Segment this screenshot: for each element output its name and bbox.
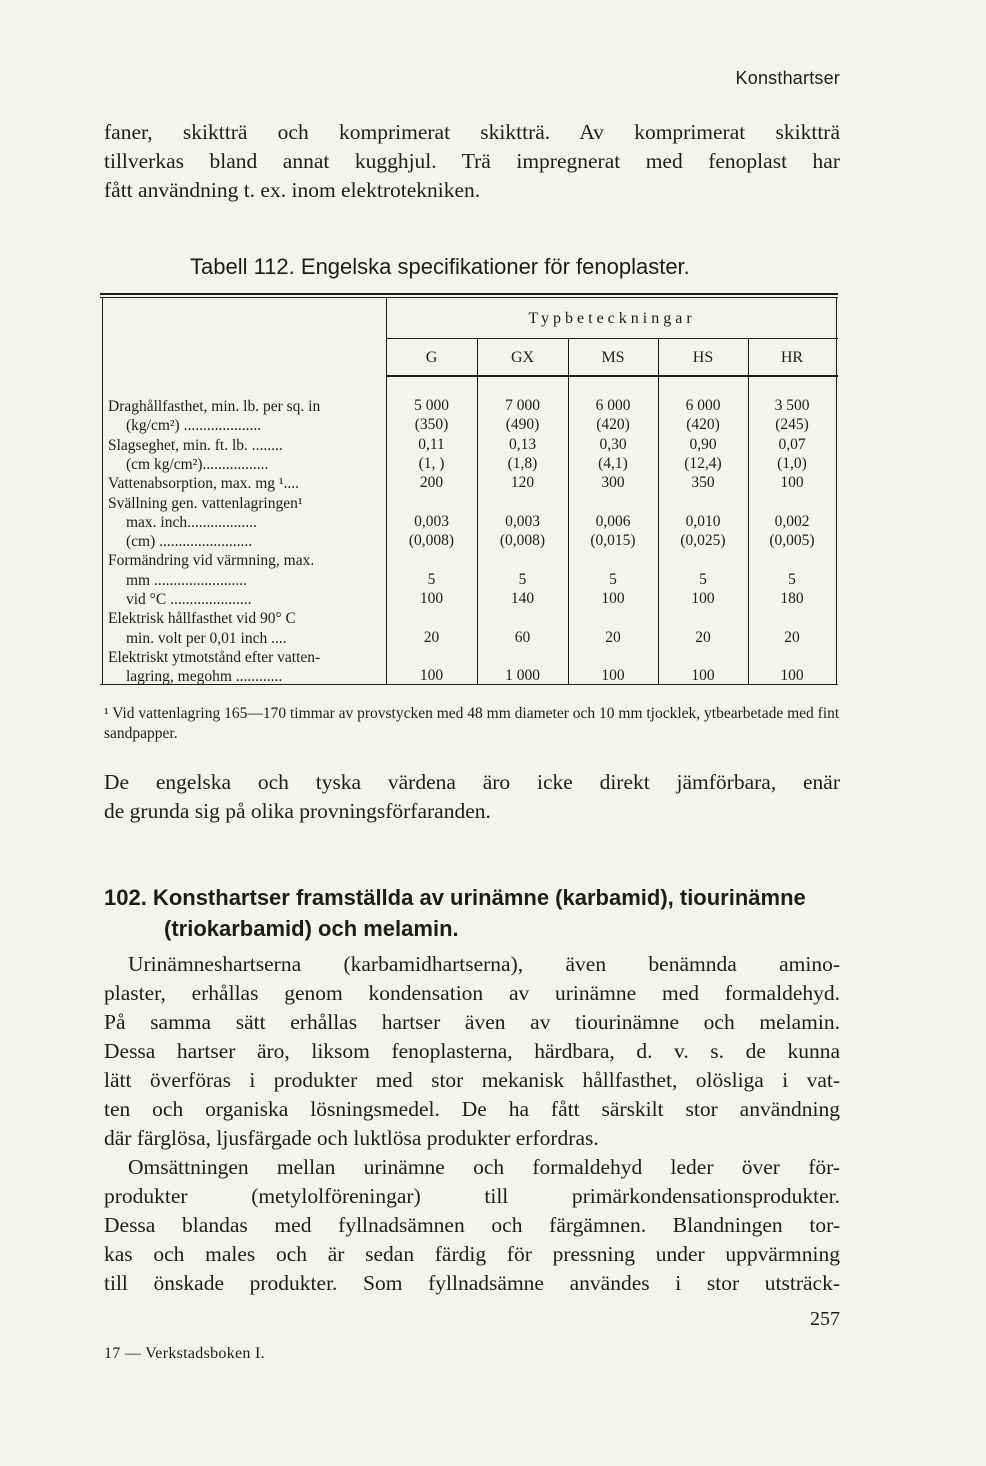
- table-cell: 0,90: [689, 435, 717, 453]
- table-cell: 0,006: [595, 512, 631, 530]
- row-label: Formändring vid värmning, max.: [108, 552, 315, 570]
- table-cell: 0,13: [508, 435, 537, 453]
- table-cell: (245): [775, 416, 809, 434]
- table-cell: 1 000: [505, 667, 540, 685]
- comparison-paragraph: [104, 768, 840, 826]
- column-header: HS: [692, 349, 714, 366]
- table-cell: 200: [419, 474, 444, 492]
- table-cell: (420): [596, 416, 630, 434]
- table-cell: (0,005): [769, 532, 815, 550]
- text-line: de grunda sig på olika provningsförfaranden.: [104, 799, 491, 823]
- table-cell: 100: [691, 590, 715, 607]
- column-header: MS: [601, 349, 625, 366]
- row-label: min. volt per 0,01 inch ....: [126, 629, 287, 647]
- table-cell: 180: [780, 590, 804, 607]
- section-heading: [104, 882, 844, 944]
- text-line: plaster, erhållas genom kondensation av urinämne med formaldehyd.: [104, 981, 840, 1005]
- table-cell: (12,4): [684, 454, 722, 472]
- table-cell: 5: [427, 570, 436, 588]
- text-line: Omsättningen mellan urinämne och formaldehyd leder över för-: [128, 1155, 840, 1179]
- table-cell: (0,008): [499, 532, 546, 550]
- table-cell: 0,11: [418, 435, 445, 453]
- table-cell: 5: [788, 570, 796, 588]
- table-cell: 350: [691, 474, 715, 492]
- row-label: Elektriskt ytmotstånd efter vatten-: [108, 648, 321, 666]
- table-cell: 60: [514, 628, 531, 646]
- table-left-border: [102, 298, 103, 684]
- text-line: produkter (metylolföreningar) till primärkondensationsprodukter.: [104, 1184, 840, 1208]
- table-cell: (1,8): [507, 454, 538, 472]
- table-cell: 100: [601, 667, 625, 685]
- text-line: till önskade produkter. Som fyllnadsämne användes i stor utsträck-: [104, 1271, 840, 1295]
- table-cell: 100: [691, 667, 715, 685]
- text-line: faner, skiktträ och komprimerat skiktträ. Av komprimerat skiktträ: [104, 120, 840, 144]
- row-label: Slagseghet, min. ft. lb. ........: [108, 436, 283, 454]
- table-footnote: ¹ Vid vattenlagring 165—170 timmar av provstycken med 48 mm diameter och 10 mm tjocklek, ytbearbetade med fint sandpapper.: [104, 705, 840, 742]
- row-label: Vattenabsorption, max. mg ¹....: [108, 475, 300, 493]
- table-right-border: [836, 298, 837, 684]
- table-cell: (1, ): [418, 454, 445, 472]
- table-cell: 0,010: [685, 512, 721, 530]
- table-cell: (4,1): [598, 454, 628, 472]
- table-cell: (0,008): [408, 532, 455, 550]
- text-line: tillverkas bland annat kugghjul. Trä impregnerat med fenoplast har: [104, 149, 840, 173]
- column-header: GX: [510, 349, 535, 366]
- table-cell: 100: [601, 590, 625, 607]
- table-cell: 5: [518, 570, 527, 588]
- table-cell: 5 000: [414, 397, 449, 414]
- section-heading-line: (triokarbamid) och melamin.: [164, 916, 459, 941]
- table-cell: 0,003: [505, 512, 540, 530]
- group-header: Typbeteckningar: [528, 310, 696, 327]
- text-line: Dessa hartser äro, liksom fenoplasterna, härdbara, d. v. s. de kunna: [104, 1039, 840, 1063]
- table-cell: (0,025): [680, 532, 726, 550]
- column-header-rule: [386, 375, 838, 377]
- row-label: max. inch..................: [126, 513, 257, 531]
- table-cell: (350): [414, 416, 449, 434]
- table-cell: 300: [601, 474, 625, 492]
- group-header-rule: [386, 338, 838, 339]
- row-label: (cm kg/cm²).................: [126, 455, 269, 473]
- table-cell: 0,30: [599, 435, 627, 453]
- table-cell: 100: [780, 667, 804, 685]
- table-cell: 20: [605, 628, 621, 646]
- table-cell: 3 500: [774, 397, 810, 414]
- table-cell: 6 000: [595, 397, 631, 414]
- table-cell: 5: [699, 570, 707, 588]
- row-label: Elektrisk hållfasthet vid 90° C: [108, 610, 296, 628]
- table-title: Tabell 112. Engelska specifikationer för fenoplaster.: [190, 254, 690, 279]
- row-label: mm ........................: [126, 571, 247, 589]
- text-line: fått användning t. ex. inom elektrotekniken.: [104, 178, 481, 202]
- table-cell: 140: [510, 590, 535, 607]
- column-header: HR: [780, 349, 804, 366]
- running-header: Konsthartser: [735, 68, 840, 88]
- section-heading-line: 102. Konsthartser framställda av urinämne (karbamid), tiourinämne: [104, 885, 806, 910]
- table-cell: (490): [505, 416, 540, 434]
- row-label: Draghållfasthet, min. lb. per sq. in: [108, 398, 321, 415]
- row-label: vid °C .....................: [126, 591, 252, 608]
- text-line: där färglösa, ljusfärgade och luktlösa produkter erfordras.: [104, 1126, 599, 1150]
- table-cell: 100: [419, 590, 444, 607]
- row-label: lagring, megohm ............: [126, 668, 283, 686]
- text-line: Dessa blandas med fyllnadsämnen och färgämnen. Blandningen tor-: [104, 1213, 840, 1237]
- table-cell: (1,0): [777, 454, 807, 472]
- table-cell: 120: [510, 474, 535, 492]
- column-header: G: [425, 349, 438, 366]
- row-label: (cm) ........................: [126, 533, 253, 551]
- table-cell: 20: [423, 628, 440, 646]
- table-cell: 7 000: [505, 397, 540, 414]
- table-cell: 6 000: [685, 397, 721, 414]
- text-line: lätt överföras i produkter med stor mekanisk hållfasthet, olösliga i vat-: [104, 1068, 840, 1092]
- table-cell: 20: [784, 628, 800, 646]
- table-cell: 0,002: [774, 512, 810, 530]
- table-cell: 100: [780, 474, 804, 492]
- text-line: ten och organiska lösningsmedel. De ha fått särskilt stor användning: [104, 1097, 840, 1121]
- page-number: 257: [810, 1308, 840, 1330]
- table-cell: 5: [609, 570, 617, 588]
- intro-paragraph: [104, 118, 840, 205]
- table-top-rule-thin: [100, 297, 838, 298]
- table-top-rule: [100, 293, 838, 295]
- table-cell: (420): [686, 416, 720, 434]
- table-cell: 0,07: [778, 435, 806, 453]
- row-label: Svällning gen. vattenlagringen¹: [108, 494, 303, 512]
- text-line: Urinämneshartserna (karbamidhartserna), även benämnda amino-: [128, 952, 840, 976]
- row-label: (kg/cm²) ....................: [126, 417, 262, 435]
- table-cell: 100: [419, 667, 444, 685]
- table-cell: 0,003: [414, 512, 449, 530]
- text-line: kas och males och är sedan färdig för pressning under uppvärmning: [104, 1242, 840, 1266]
- table-cell: 20: [695, 628, 711, 646]
- body-paragraph: [104, 950, 840, 1298]
- text-line: På samma sätt erhållas hartser även av tiourinämne och melamin.: [104, 1010, 840, 1034]
- table-cell: (0,015): [590, 532, 636, 550]
- printer-signature: 17 — Verkstadsboken I.: [104, 1345, 265, 1362]
- text-line: De engelska och tyska värdena äro icke direkt jämförbara, enär: [104, 770, 840, 794]
